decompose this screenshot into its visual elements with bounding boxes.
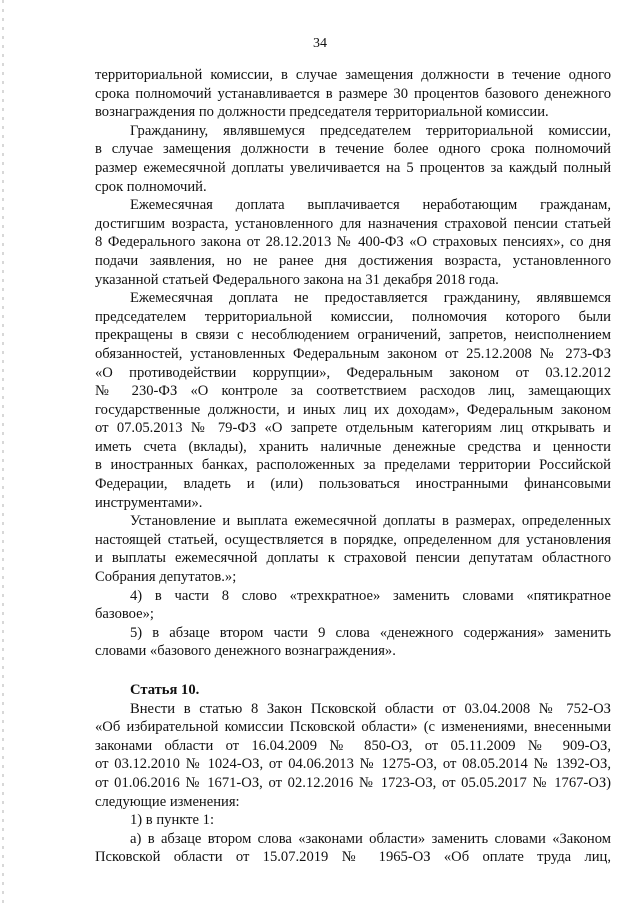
text-line: следующие изменения:: [95, 793, 240, 810]
text-line: размер ежемесячной доплаты увеличивается на 5 процентов за каждый полный: [95, 159, 611, 176]
text-line: 4) в части 8 слово «трехкратное» заменить словами «пятикратное: [130, 587, 611, 604]
text-line: Ежемесячная доплата не предоставляется гражданину, являвшемся: [130, 290, 611, 307]
text-line: указанной статьей Федерального закона на 31 декабря 2018 года.: [95, 271, 499, 288]
text-line: 5) в абзаце втором части 9 слова «денежного содержания» заменить: [130, 624, 611, 641]
text-line: в случае замещения должности в течение более одного срока полномочий: [95, 141, 611, 158]
text-line: обязанностей, установленных Федеральным законом от 25.12.2008 № 273-ФЗ: [95, 345, 611, 362]
top-paragraphs: [95, 66, 611, 661]
article-title: Статья 10.: [130, 682, 200, 698]
text-line: подачи заявления, но не ранее дня достижения возраста, установленного: [95, 252, 611, 269]
text-line: Собрания депутатов.»;: [95, 569, 237, 586]
text-line: инструментами».: [95, 494, 203, 511]
text-line: а) в абзаце втором слова «законами области» заменить словами «Законом: [130, 830, 611, 847]
text-line: Внести в статью 8 Закон Псковской области от 03.04.2008 № 752-ОЗ: [130, 700, 611, 717]
text-line: от 01.06.2016 № 1671-ОЗ, от 02.12.2016 № 1723-ОЗ, от 05.05.2017 № 1767-ОЗ): [95, 774, 611, 791]
text-line: достигшим возраста, установленного для назначения страховой пенсии статьей: [95, 215, 611, 232]
text-line: 8 Федерального закона от 28.12.2013 № 400-ФЗ «О страховых пенсиях», со дня: [95, 234, 611, 251]
text-line: срока полномочий устанавливается в размере 30 процентов базового денежного: [95, 85, 611, 102]
text-line: прекращены в связи с несоблюдением ограничений, запретов, неисполнением: [95, 327, 611, 344]
text-line: председателем территориальной комиссии, полномочия которого были: [95, 308, 611, 325]
text-line: в иностранных банках, расположенных за пределами территории Российской: [95, 457, 611, 474]
text-line: «О противодействии коррупции», Федеральным законом от 03.12.2012: [95, 364, 611, 381]
text-line: и выплаты ежемесячной доплаты к страховой пенсии депутатам областного: [95, 550, 611, 567]
text-line: государственные должности, и иных лиц их доходам», Федеральным законом: [95, 401, 611, 418]
text-line: Псковской области от 15.07.2019 № 1965-ОЗ «Об оплате труда лиц,: [95, 849, 611, 866]
text-line: Установление и выплата ежемесячной доплаты в размерах, определенных: [130, 513, 611, 530]
scan-edge-mark: [2, 0, 4, 905]
text-line: Ежемесячная доплата выплачивается неработающим гражданам,: [130, 197, 611, 214]
text-line: словами «базового денежного вознаграждения».: [95, 643, 396, 660]
bottom-paragraphs: [95, 700, 611, 867]
text-line: от 07.05.2013 № 79-ФЗ «О запрете отдельным категориям лиц открывать и: [95, 420, 611, 437]
text-line: территориальной комиссии, в случае замещения должности в течение одного: [95, 67, 611, 83]
text-line: Федерации, владеть и (или) пользоваться иностранными финансовыми: [95, 476, 611, 493]
text-line: Гражданину, являвшемуся председателем территориальной комиссии,: [130, 122, 611, 139]
text-line: иметь счета (вклады), хранить наличные денежные средства и ценности: [95, 438, 611, 455]
text-line: настоящей статьей, осуществляется в порядке, определенном для установления: [95, 531, 611, 548]
text-line: № 230-ФЗ «О контроле за соответствием расходов лиц, замещающих: [95, 383, 611, 400]
text-line: 1) в пункте 1:: [130, 812, 215, 829]
text-line: законами области от 16.04.2009 № 850-ОЗ, от 05.11.2009 № 909-ОЗ,: [95, 737, 611, 754]
text-line: от 03.12.2010 № 1024-ОЗ, от 04.06.2013 № 1275-ОЗ, от 08.05.2014 № 1392-ОЗ,: [95, 756, 611, 773]
text-line: «Об избирательной комиссии Псковской области» (с изменениями, внесенными: [95, 719, 611, 736]
page-number: 34: [313, 36, 327, 51]
document-body: [95, 66, 611, 867]
text-line: вознаграждения по должности председателя территориальной комиссии.: [95, 104, 549, 121]
text-line: базовое»;: [95, 606, 154, 623]
text-line: срок полномочий.: [95, 178, 207, 195]
